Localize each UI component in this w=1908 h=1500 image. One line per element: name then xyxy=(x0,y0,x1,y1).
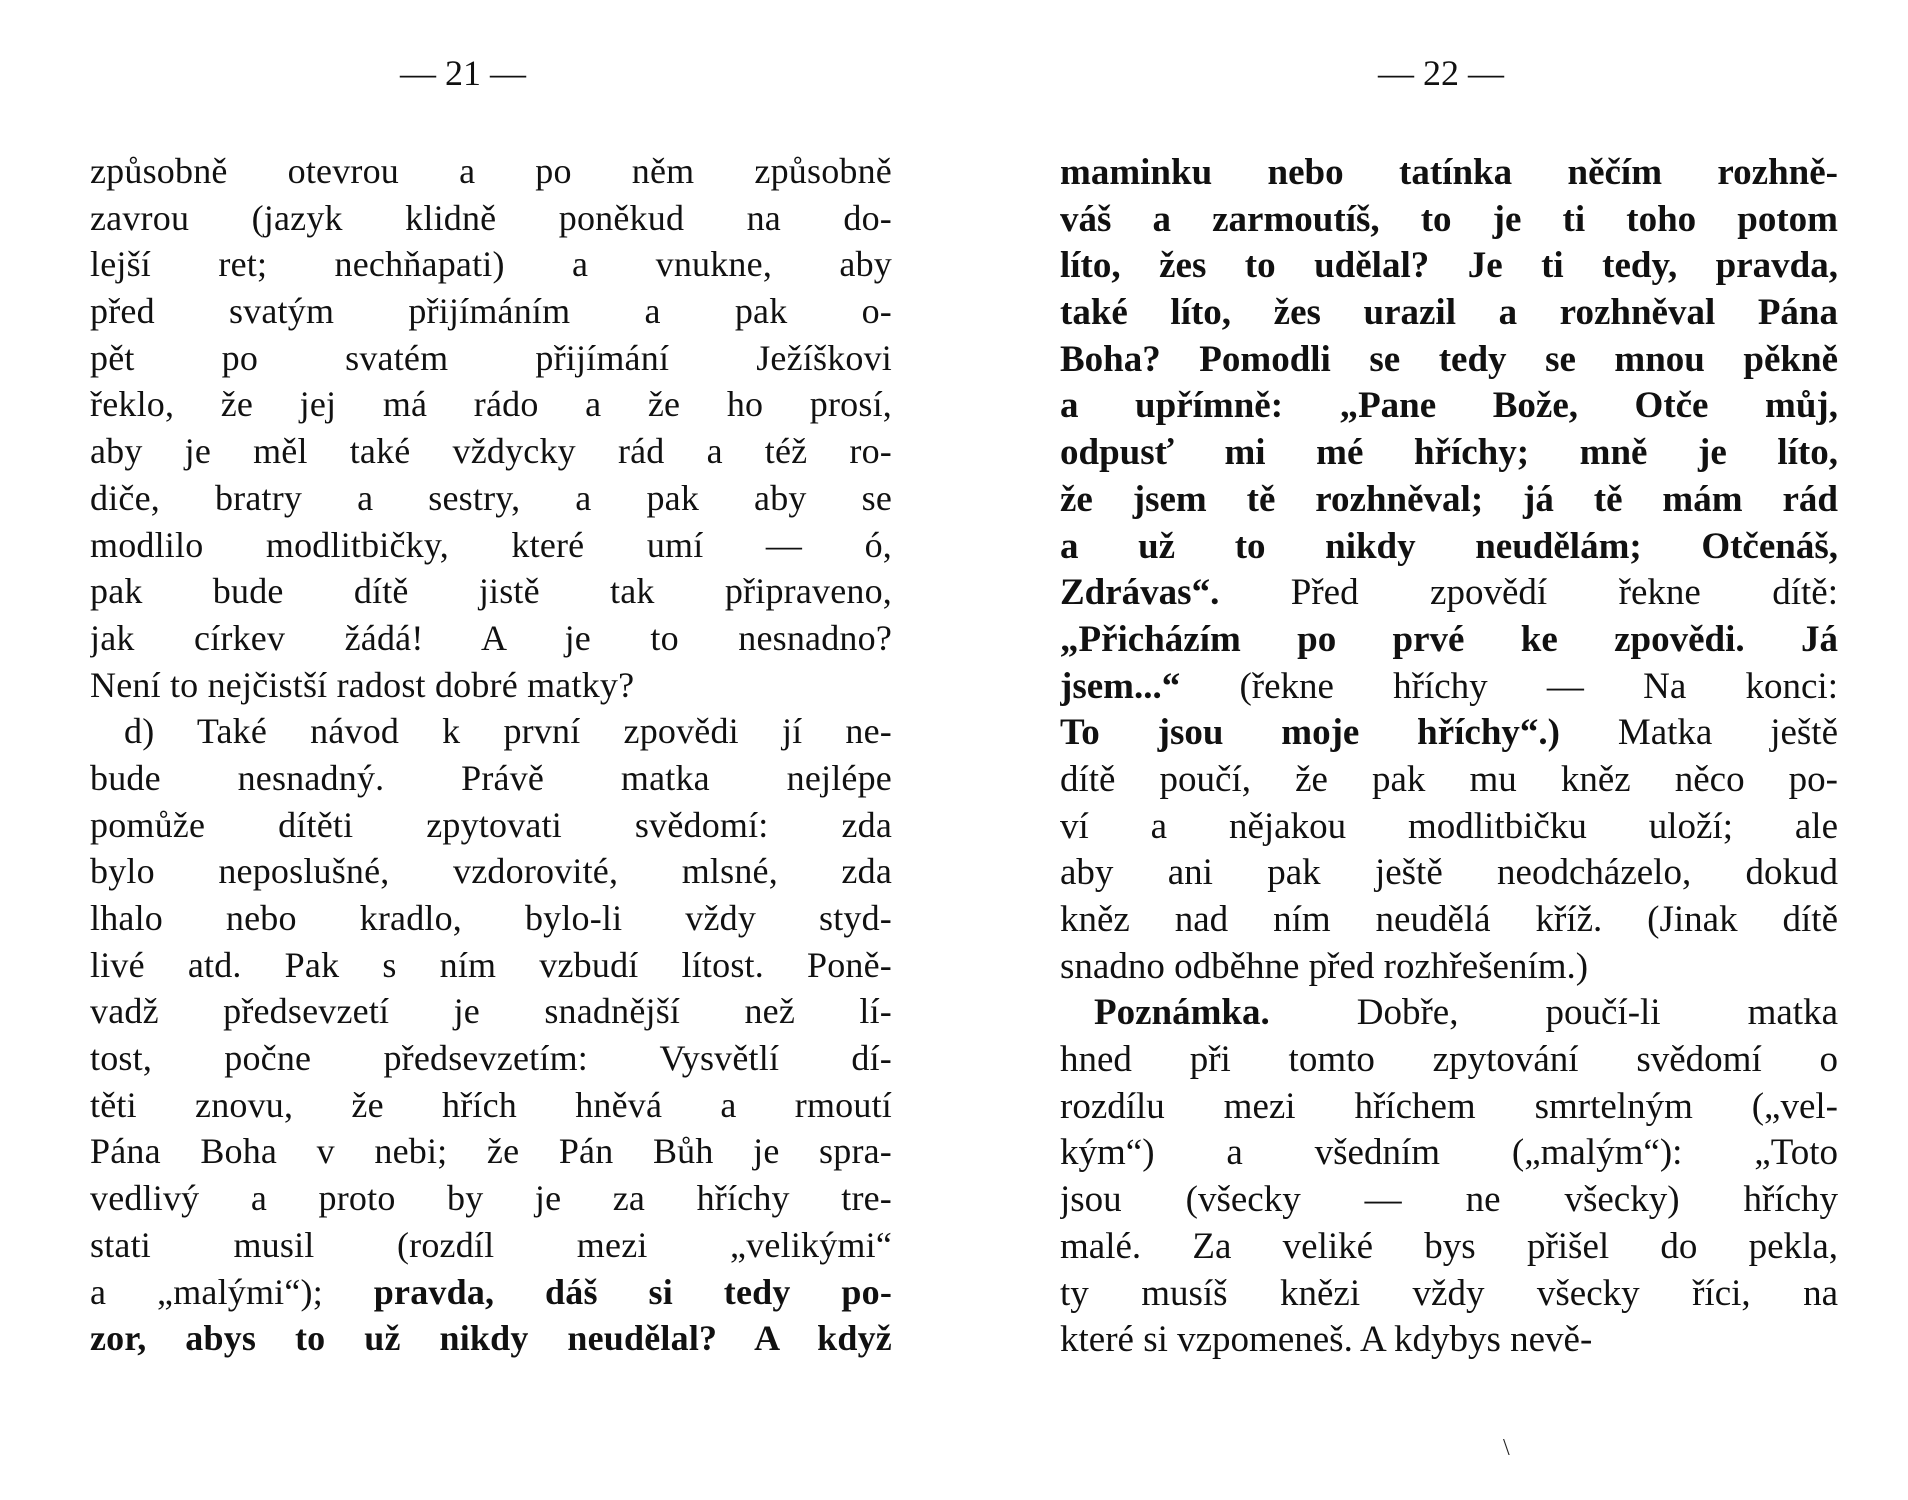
text-segment: (řekne hříchy — Na konci: xyxy=(1180,665,1838,707)
text-segment: Matka ještě xyxy=(1560,712,1838,754)
text-line xyxy=(90,895,892,942)
text-segment: d) Také návod k první zpovědi jí ne- xyxy=(124,711,892,752)
text-line xyxy=(1060,804,1838,851)
text-line xyxy=(90,755,892,802)
text-line xyxy=(90,1269,892,1316)
text-line xyxy=(1060,430,1838,477)
text-line xyxy=(1060,1177,1838,1224)
bold-text-segment: a už to nikdy neudělám; Otčenáš, xyxy=(1060,525,1838,567)
text-segment: kým“) a všedním („malým“): „Toto xyxy=(1060,1132,1838,1174)
text-line xyxy=(1060,897,1838,944)
text-line xyxy=(90,1035,892,1082)
text-segment: zavrou (jazyk klidně poněkud na do- xyxy=(90,197,892,238)
page-number-left: — 21 — xyxy=(400,53,526,93)
text-line xyxy=(1060,757,1838,804)
bold-text-segment: líto, žes to udělal? Je ti tedy, pravda, xyxy=(1060,245,1838,287)
text-segment: lhalo nebo kradlo, bylo-li vždy styd- xyxy=(90,898,892,938)
text-line xyxy=(1060,337,1838,384)
text-line xyxy=(1060,990,1838,1037)
bold-text-segment: také líto, žes urazil a rozhněval Pána xyxy=(1060,292,1838,334)
bold-text-segment: maminku nebo tatínka něčím rozhně- xyxy=(1060,152,1838,193)
text-line xyxy=(90,148,892,195)
bold-text-segment: váš a zarmoutíš, to je ti toho potom xyxy=(1060,198,1838,240)
text-line xyxy=(90,195,892,242)
text-segment: vadž předsevzetí je snadnější než lí- xyxy=(90,991,892,1032)
text-segment: aby je měl také vždycky rád a též ro- xyxy=(90,431,892,472)
text-segment: vedlivý a proto by je za hříchy tre- xyxy=(90,1178,892,1219)
text-line xyxy=(1060,524,1838,571)
text-segment: které si vzpomeneš. A kdybys nevě- xyxy=(1060,1319,1593,1361)
text-segment: ty musíš knězi vždy všecky říci, na xyxy=(1060,1272,1838,1314)
text-line xyxy=(1060,243,1838,290)
text-segment: těti znovu, že hřích hněvá a rmoutí xyxy=(90,1084,892,1125)
text-segment: bylo neposlušné, vzdorovité, mlsné, zda xyxy=(90,851,892,892)
text-segment: pomůže dítěti zpytovati svědomí: zda xyxy=(90,804,892,845)
text-segment: pak bude dítě jistě tak připraveno, xyxy=(90,571,892,612)
text-segment: rozdílu mezi hříchem smrtelným („vel- xyxy=(1060,1085,1838,1127)
bold-text-segment: zor, abys to už nikdy neudělal? A když xyxy=(90,1318,892,1359)
text-line xyxy=(1060,617,1838,664)
text-line xyxy=(90,1315,892,1362)
bold-text-segment: To jsou moje hříchy“.) xyxy=(1060,712,1560,754)
right-page-text xyxy=(1060,150,1838,1364)
left-page-text xyxy=(90,148,892,1362)
text-segment: a „malými“); xyxy=(90,1271,374,1312)
text-line xyxy=(1060,850,1838,897)
text-segment: před svatým přijímáním a pak o- xyxy=(90,291,892,332)
text-line xyxy=(1060,944,1838,991)
text-line xyxy=(1060,570,1838,617)
stray-ink-mark: \ xyxy=(1503,1435,1510,1461)
text-segment: bude nesnadný. Právě matka nejlépe xyxy=(90,757,892,798)
page-number-right: — 22 — xyxy=(1378,53,1504,93)
text-segment: modlilo modlitbičky, které umí — ó, xyxy=(90,524,892,565)
text-line xyxy=(1060,477,1838,524)
text-line xyxy=(1060,1271,1838,1318)
text-segment: hned při tomto zpytování svědomí o xyxy=(1060,1039,1838,1081)
text-segment: lejší ret; nechňapati) a vnukne, aby xyxy=(90,244,892,285)
text-line xyxy=(90,802,892,849)
text-segment: jsou (všecky — ne všecky) hříchy xyxy=(1060,1179,1838,1221)
text-segment: způsobně otevrou a po něm způsobně xyxy=(90,151,892,191)
text-segment: ví a nějakou modlitbičku uloží; ale xyxy=(1060,805,1838,847)
text-segment: tost, počne předsevzetím: Vysvětlí dí- xyxy=(90,1038,892,1079)
text-line xyxy=(90,475,892,522)
text-line xyxy=(1060,1084,1838,1131)
text-line xyxy=(90,942,892,989)
text-line xyxy=(90,708,892,755)
text-line xyxy=(90,662,892,709)
text-line xyxy=(90,568,892,615)
bold-text-segment: že jsem tě rozhněval; já tě mám rád xyxy=(1060,478,1838,520)
text-segment: malé. Za veliké bys přišel do pekla, xyxy=(1060,1225,1838,1267)
bold-text-segment: odpusť mi mé hříchy; mně je líto, xyxy=(1060,432,1838,474)
text-segment: Dobře, poučí-li matka xyxy=(1269,992,1838,1034)
text-line xyxy=(90,1082,892,1129)
text-segment: jak církev žádá! A je to nesnadno? xyxy=(90,617,892,658)
text-line xyxy=(90,335,892,382)
text-line xyxy=(1060,1130,1838,1177)
text-segment: řeklo, že jej má rádo a že ho prosí, xyxy=(90,384,892,425)
text-line xyxy=(1060,1224,1838,1271)
text-line xyxy=(90,288,892,335)
text-line xyxy=(90,1175,892,1222)
text-line xyxy=(90,381,892,428)
text-segment: livé atd. Pak s ním vzbudí lítost. Poně- xyxy=(90,944,892,985)
text-segment: pět po svatém přijímání Ježíškovi xyxy=(90,337,892,378)
bold-text-segment: Zdrávas“. xyxy=(1060,572,1220,614)
text-segment: Pána Boha v nebi; že Pán Bůh je spra- xyxy=(90,1131,892,1172)
text-line xyxy=(1060,290,1838,337)
text-segment: Není to nejčistší radost dobré matky? xyxy=(90,664,635,705)
text-line xyxy=(1060,197,1838,244)
text-line xyxy=(90,522,892,569)
text-segment: diče, bratry a sestry, a pak aby se xyxy=(90,477,892,518)
text-segment: stati musil (rozdíl mezi „velikými“ xyxy=(90,1224,892,1265)
bold-text-segment: a upřímně: „Pane Bože, Otče můj, xyxy=(1060,385,1838,427)
text-line xyxy=(1060,383,1838,430)
text-segment: aby ani pak ještě neodcházelo, dokud xyxy=(1060,852,1838,894)
bold-text-segment: „Přicházím po prvé ke zpovědi. Já xyxy=(1060,618,1838,660)
text-line xyxy=(90,428,892,475)
text-line xyxy=(90,1222,892,1269)
bold-text-segment: Poznámka. xyxy=(1094,992,1270,1034)
text-line xyxy=(1060,1037,1838,1084)
text-segment: dítě poučí, že pak mu kněz něco po- xyxy=(1060,758,1838,800)
text-line xyxy=(90,1128,892,1175)
text-segment: kněz nad ním neudělá kříž. (Jinak dítě xyxy=(1060,899,1838,940)
text-line xyxy=(1060,664,1838,711)
text-line xyxy=(90,615,892,662)
text-line xyxy=(1060,1317,1838,1364)
bold-text-segment: pravda, dáš si tedy po- xyxy=(373,1271,892,1312)
text-line xyxy=(1060,710,1838,757)
text-line xyxy=(90,241,892,288)
bold-text-segment: jsem...“ xyxy=(1060,665,1181,707)
text-segment: snadno odběhne před rozhřešením.) xyxy=(1060,945,1589,987)
text-line xyxy=(90,848,892,895)
text-line xyxy=(1060,150,1838,197)
bold-text-segment: Boha? Pomodli se tedy se mnou pěkně xyxy=(1060,338,1838,380)
text-segment: Před zpovědí řekne dítě: xyxy=(1219,572,1838,614)
text-line xyxy=(90,988,892,1035)
